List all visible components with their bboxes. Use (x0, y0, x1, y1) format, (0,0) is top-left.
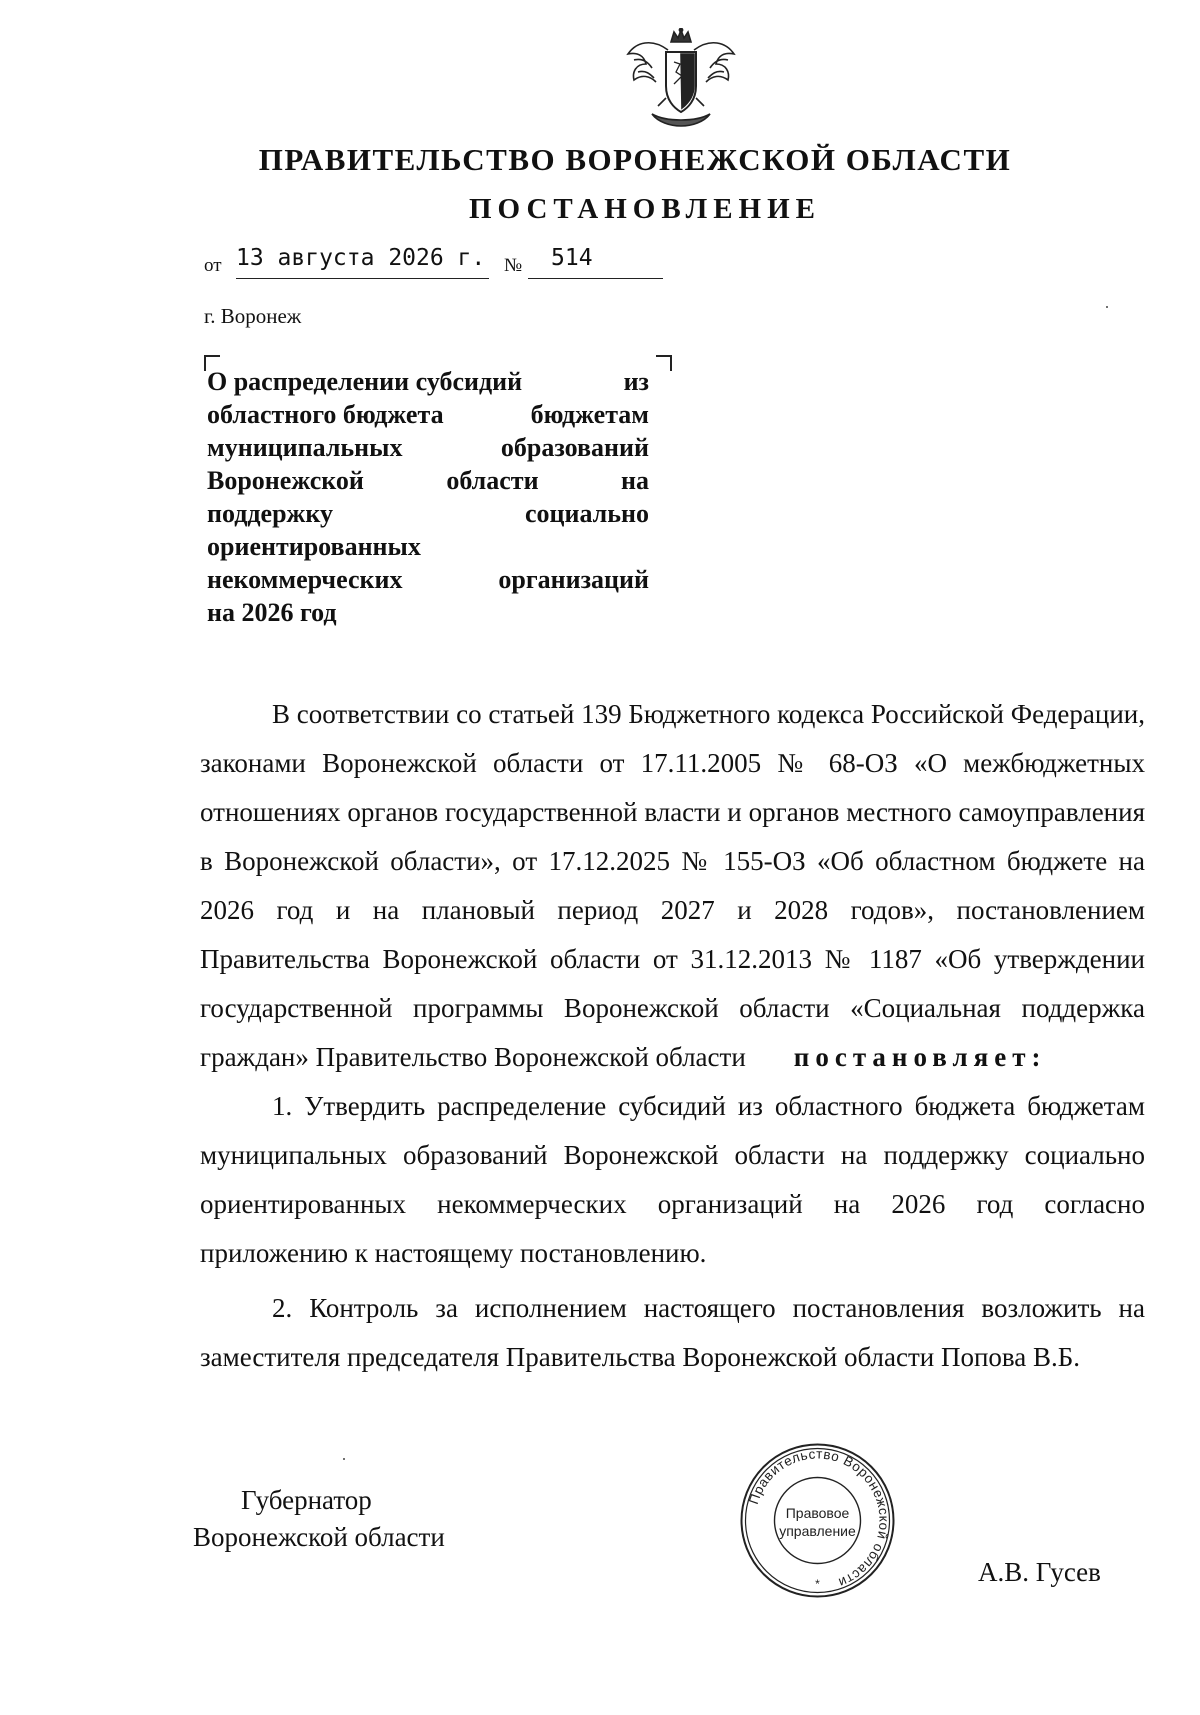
subject-text: организаций (498, 565, 649, 594)
document-date: 13 августа 2026 г. (236, 245, 486, 271)
subject-text: ориентированных (207, 532, 421, 561)
stamp-center-line-2: управление (779, 1523, 856, 1539)
subject-line (207, 398, 649, 431)
preamble-text: В соответствии со статьей 139 Бюджетного кодекса Российской Федерации, законами Воронежской области от 17.11.2005 № 68-ОЗ «О межбюджетных отношениях органов государственной власти и органов местного самоуправления в Воронежской области», от 17.12.2025 № 155-ОЗ «Об областном бюджете на 2026 год и на плановый период 2027 и 2028 годов», постановлением Правительства Воронежской области от 31.12.2013 № 1187 «Об утверждении государственной программы Воронежской области «Социальная поддержка граждан» Правительство Воронежской области (200, 699, 1145, 1072)
document-subject (207, 365, 649, 629)
subject-line (207, 530, 649, 563)
date-prefix: от (204, 255, 222, 276)
stamp-center-line-1: Правовое (785, 1505, 850, 1521)
item-2-paragraph: 2. Контроль за исполнением настоящего постановления возложить на заместителя председателя Правительства Воронежской области Попова В.Б. (200, 1293, 1145, 1372)
city: г. Воронеж (204, 304, 302, 328)
scan-speck (343, 1458, 345, 1460)
scan-speck (1106, 306, 1108, 308)
subject-text: из (623, 367, 649, 396)
subject-corner-right (656, 355, 672, 371)
stamp-ring-text: Правительство Воронежской области (745, 1446, 892, 1591)
subject-text: Воронежской (207, 466, 364, 495)
subject-text: некоммерческих (207, 565, 403, 594)
coat-of-arms-icon (622, 28, 740, 128)
signatory-name: А.В. Гусев (978, 1557, 1101, 1587)
document-number: 514 (551, 245, 593, 271)
decree-word: постановляет: (793, 1042, 1047, 1072)
subject-text: образований (500, 433, 649, 462)
subject-text: поддержку (207, 499, 334, 528)
subject-line (207, 431, 649, 464)
number-sign: № (504, 255, 523, 276)
subject-text: на (621, 466, 649, 495)
signatory-position (193, 1482, 445, 1556)
subject-line (207, 497, 649, 530)
position-line-1: Губернатор (241, 1485, 372, 1515)
document-type: ПОСТАНОВЛЕНИЕ (468, 193, 821, 225)
government-title: ПРАВИТЕЛЬСТВО ВОРОНЕЖСКОЙ ОБЛАСТИ (258, 142, 1012, 177)
subject-text: областного бюджета (207, 400, 444, 429)
date-number-line (204, 245, 593, 277)
item-1-paragraph: 1. Утвердить распределение субсидий из областного бюджета бюджетам муниципальных образований Воронежской области на поддержку социально ориентированных некоммерческих организаций на 2026 год согласно приложению к настоящему постановлению. (200, 1091, 1145, 1268)
number-underline (528, 278, 663, 279)
subject-text: на 2026 год (207, 598, 337, 627)
subject-text: социально (524, 499, 649, 528)
subject-line (207, 365, 649, 398)
document-body (200, 690, 1145, 1382)
legal-department-stamp (739, 1442, 896, 1599)
position-line-2: Воронежской области (193, 1522, 445, 1552)
subject-text: бюджетам (530, 400, 649, 429)
subject-text: муниципальных (207, 433, 403, 462)
subject-line (207, 464, 649, 497)
subject-text: О распределении субсидий (207, 367, 523, 396)
stamp-star: * (815, 1577, 820, 1591)
subject-text: области (446, 466, 539, 495)
subject-line (207, 563, 649, 596)
subject-line (207, 596, 649, 629)
preamble-paragraph (200, 690, 1145, 1082)
date-underline (236, 278, 489, 279)
